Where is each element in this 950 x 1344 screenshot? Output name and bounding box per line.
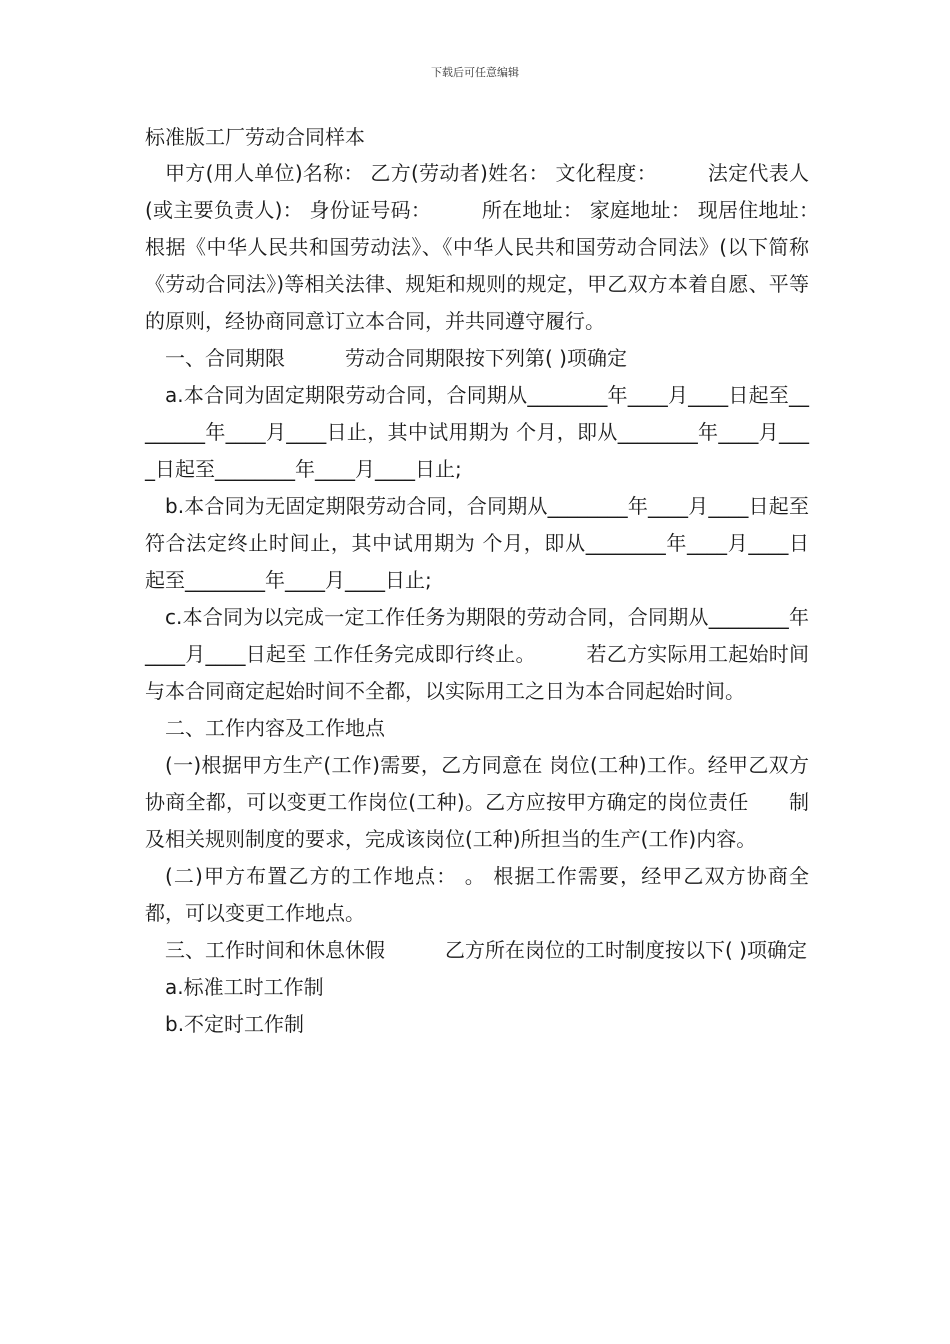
paragraph-parties: 甲方(用人单位)名称： 乙方(劳动者)姓名： 文化程度： 法定代表人(或主要负责人)： 身份证号码： 所在地址： 家庭地址： 现居住地址： 根据《中华人民共和国劳动法》、《中华人民共和国劳动合同法》(以下简称《劳动合同法》)等相关法律、规矩和规则的规定，甲乙双方本着自愿、平等的原则，经协商同意订立本合同，并共同遵守履行。 — [145, 161, 869, 333]
paragraph-section-3-heading: 三、工作时间和休息休假 乙方所在岗位的工时制度按以下( )项确定 — [165, 938, 807, 962]
document-body — [145, 119, 869, 1043]
header-note: 下载后可任意编辑 — [431, 66, 519, 79]
paragraph-term-a: a.本合同为固定期限劳动合同，合同期从________年____月____日起至________年____月____日止，其中试用期为 个月，即从________年____月____日起至________年____月____日止; — [145, 383, 809, 481]
paragraph-section-2-heading: 二、工作内容及工作地点 — [165, 716, 385, 740]
paragraph-work-content: (一)根据甲方生产(工作)需要，乙方同意在 岗位(工种)工作。经甲乙双方协商全都，可以变更工作岗位(工种)。乙方应按甲方确定的岗位责任 制及相关规则制度的要求，完成该岗位(工种)所担当的生产(工作)内容。 — [145, 753, 809, 851]
paragraph-term-b: b.本合同为无固定期限劳动合同，合同期从________年____月____日起至符合法定终止时间止，其中试用期为 个月，即从________年____月____日起至________年____月____日止; — [145, 494, 809, 592]
paragraph-section-1-heading: 一、合同期限 劳动合同期限按下列第( )项确定 — [165, 346, 627, 370]
paragraph-term-c: c.本合同为以完成一定工作任务为期限的劳动合同，合同期从________年____月____日起至 工作任务完成即行终止。 若乙方实际用工起始时间与本合同商定起始时间不全都，以实际用工之日为本合同起始时间。 — [145, 605, 809, 703]
paragraph-work-location: (二)甲方布置乙方的工作地点： 。 根据工作需要，经甲乙双方协商全都，可以变更工作地点。 — [145, 864, 809, 925]
paragraph-hours-a: a.标准工时工作制 — [165, 975, 324, 999]
document-title: 标准版工厂劳动合同样本 — [145, 125, 365, 149]
paragraph-hours-b: b.不定时工作制 — [165, 1012, 305, 1036]
